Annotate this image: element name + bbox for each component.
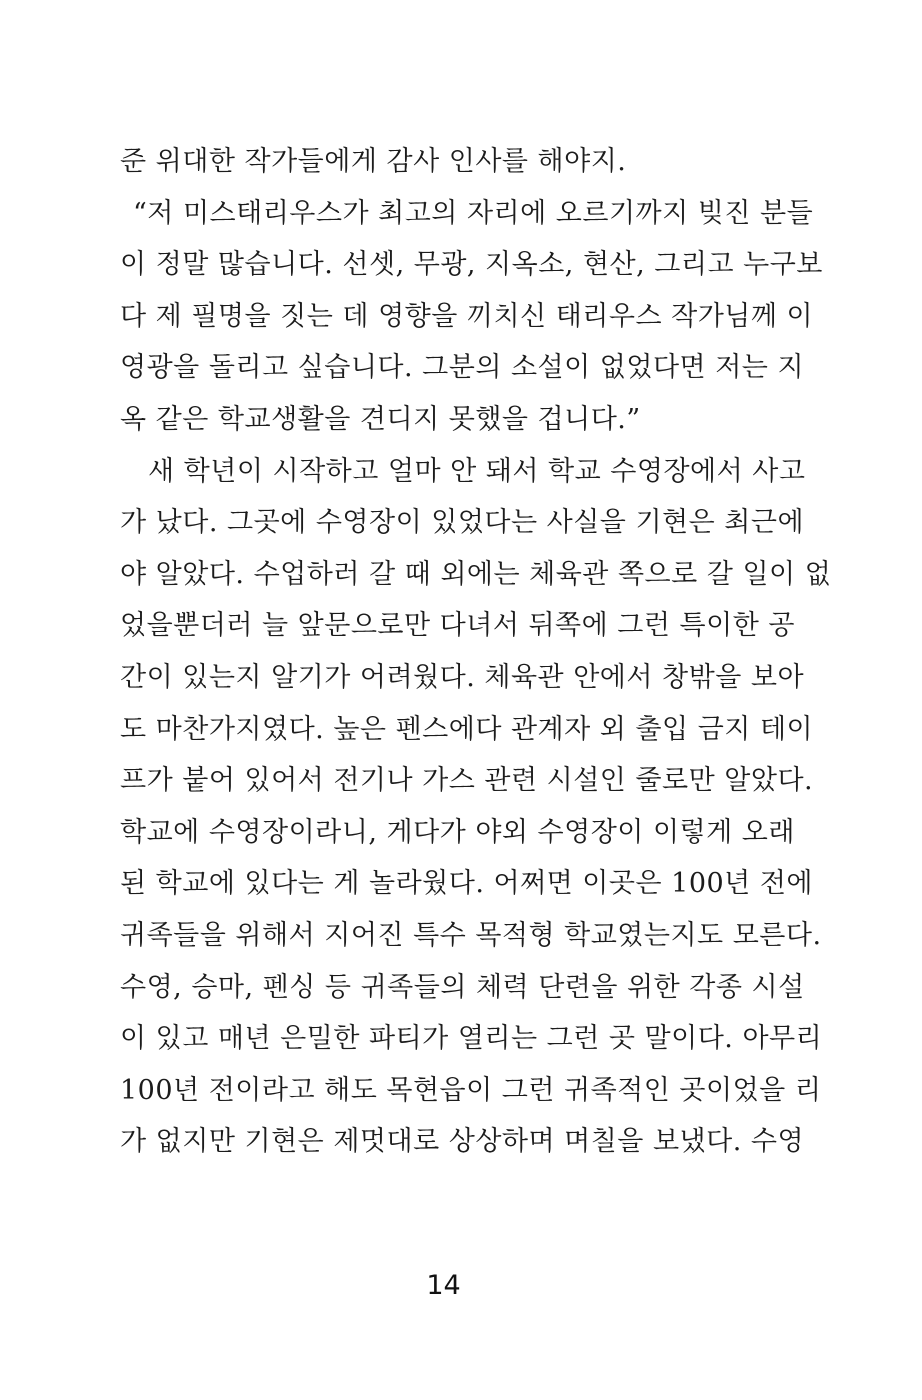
text-line: 이 있고 매년 은밀한 파티가 열리는 그런 곳 말이다. 아무리 (120, 1023, 823, 1055)
text-line: 옥 같은 학교생활을 견디지 못했을 겁니다.” (120, 403, 641, 435)
text-line: 었을뿐더러 늘 앞문으로만 다녀서 뒤쪽에 그런 특이한 공 (120, 610, 795, 642)
text-line: 100년 전이라고 해도 목현읍이 그런 귀족적인 곳이었을 리 (120, 1074, 822, 1106)
text-line: 프가 붙어 있어서 전기나 가스 관련 시설인 줄로만 알았다. (120, 765, 814, 797)
text-line: “저 미스태리우스가 최고의 자리에 오르기까지 빚진 분들 (133, 197, 814, 229)
text-line: 준 위대한 작가들에게 감사 인사를 해야지. (120, 146, 627, 177)
text-line: 간이 있는지 알기가 어려웠다. 체육관 안에서 창밖을 보아 (120, 661, 805, 693)
text-line: 다 제 필명을 짓는 데 영향을 끼치신 태리우스 작가님께 이 (120, 300, 814, 332)
text-line: 도 마찬가지였다. 높은 펜스에다 관계자 외 출입 금지 테이 (120, 713, 814, 745)
text-line: 이 정말 많습니다. 선셋, 무광, 지옥소, 현산, 그리고 누구보 (120, 249, 823, 281)
text-line: 학교에 수영장이라니, 게다가 야외 수영장이 이렇게 오래 (120, 816, 795, 848)
text-line: 가 없지만 기현은 제멋대로 상상하며 며칠을 보냈다. 수영 (120, 1126, 805, 1158)
text-line: 귀족들을 위해서 지어진 특수 목적형 학교였는지도 모른다. (120, 919, 822, 951)
page-number: 14 (426, 1270, 461, 1301)
text-line: 가 났다. 그곳에 수영장이 있었다는 사실을 기현은 최근에 (120, 507, 805, 539)
text-line: 야 알았다. 수업하러 갈 때 외에는 체육관 쪽으로 갈 일이 없 (120, 558, 832, 590)
text-line: 영광을 돌리고 싶습니다. 그분의 소설이 없었다면 저는 지 (120, 352, 805, 384)
text-line: 수영, 승마, 펜싱 등 귀족들의 체력 단련을 위한 각종 시설 (120, 971, 805, 1003)
text-line: 새 학년이 시작하고 얼마 안 돼서 학교 수영장에서 사고 (148, 455, 806, 487)
text-block (120, 136, 832, 1168)
text-line: 된 학교에 있다는 게 놀라웠다. 어쩌면 이곳은 100년 전에 (120, 868, 813, 900)
